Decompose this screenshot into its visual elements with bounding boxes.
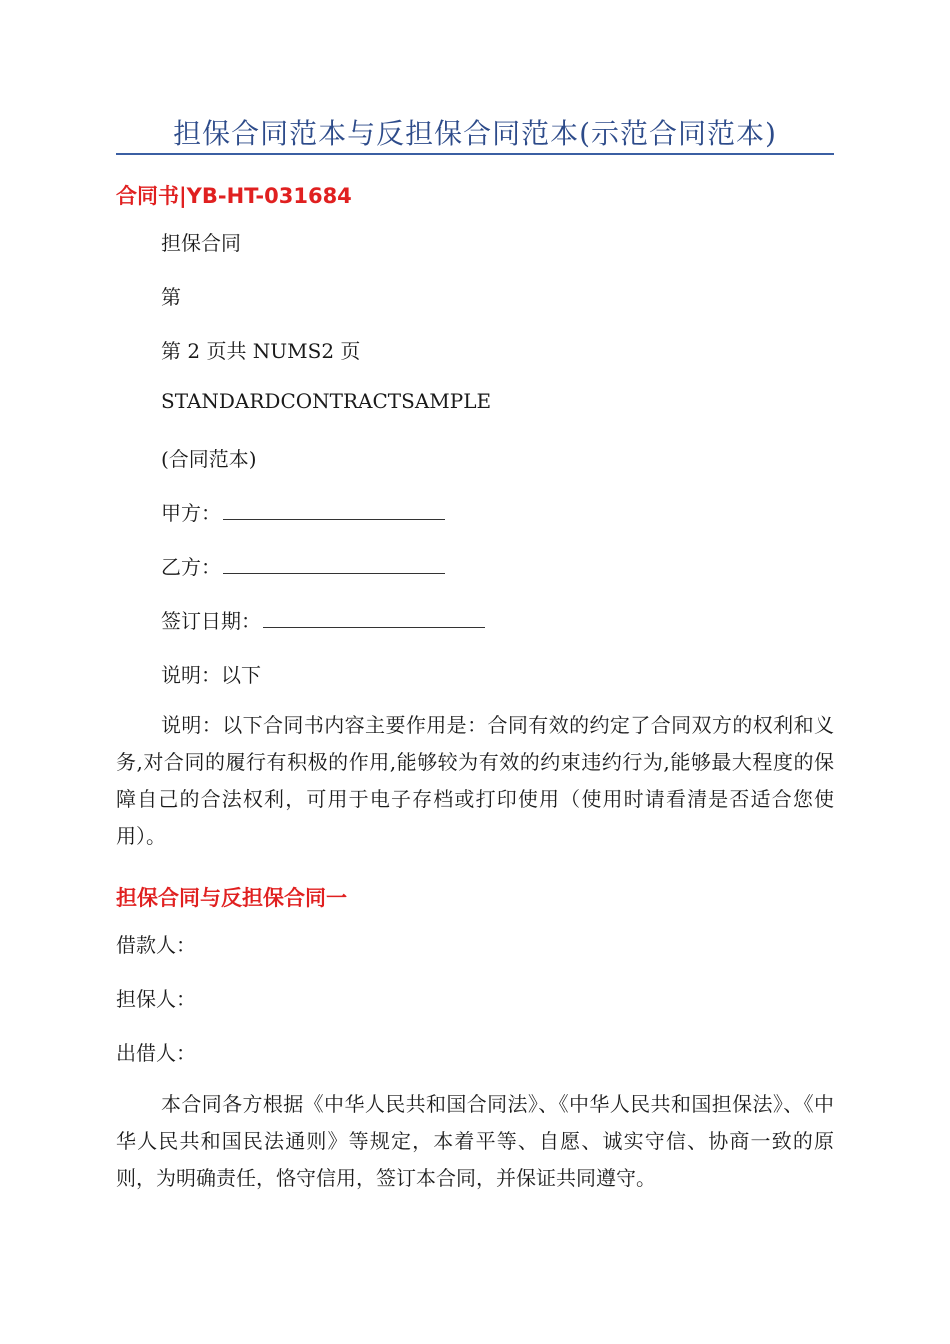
section1-heading: 担保合同与反担保合同一 xyxy=(116,886,347,910)
cover-line-page-count: 第 2 页共 NUMS2 页 xyxy=(161,339,361,363)
party-a-label: 甲方： xyxy=(161,501,221,525)
party-a-blank xyxy=(223,501,445,520)
cover-line-standard-sample: STANDARDCONTRACTSAMPLE xyxy=(161,389,492,413)
party-b-field xyxy=(161,551,445,580)
document-title: 担保合同范本与反担保合同范本(示范合同范本) xyxy=(173,117,777,150)
party-b-blank xyxy=(223,555,445,574)
cover-line-guarantee-contract: 担保合同 xyxy=(161,231,241,255)
lender-label: 出借人： xyxy=(116,1041,196,1065)
cover-line-contract-sample: (合同范本) xyxy=(161,447,257,471)
section1-paragraph: 本合同各方根据《中华人民共和国合同法》、《中华人民共和国担保法》、《中华人民共和国民法通则》等规定，本着平等、自愿、诚实守信、协商一致的原则，为明确责任，恪守信用，签订本合同，并保证共同遵守。 xyxy=(116,1092,834,1190)
cover-line-di: 第 xyxy=(161,285,181,309)
sign-date-blank xyxy=(263,609,485,628)
sign-date-field xyxy=(161,605,485,634)
party-b-label: 乙方： xyxy=(161,555,221,579)
note-short-line: 说明：以下 xyxy=(161,663,261,687)
sign-date-label: 签订日期： xyxy=(161,609,261,633)
guarantor-label: 担保人： xyxy=(116,987,196,1011)
note-paragraph: 说明：以下合同书内容主要作用是：合同有效的约定了合同双方的权利和义务,对合同的履行有积极的作用,能够较为有效的约束违约行为,能够最大程度的保障自己的合法权利，可用于电子存档或打印使用（使用时请看清是否适合您使用）。 xyxy=(116,713,834,848)
party-a-field xyxy=(161,497,445,526)
contract-number-heading: 合同书|YB-HT-031684 xyxy=(116,184,352,208)
title-underline xyxy=(116,153,834,155)
borrower-label: 借款人： xyxy=(116,933,196,957)
